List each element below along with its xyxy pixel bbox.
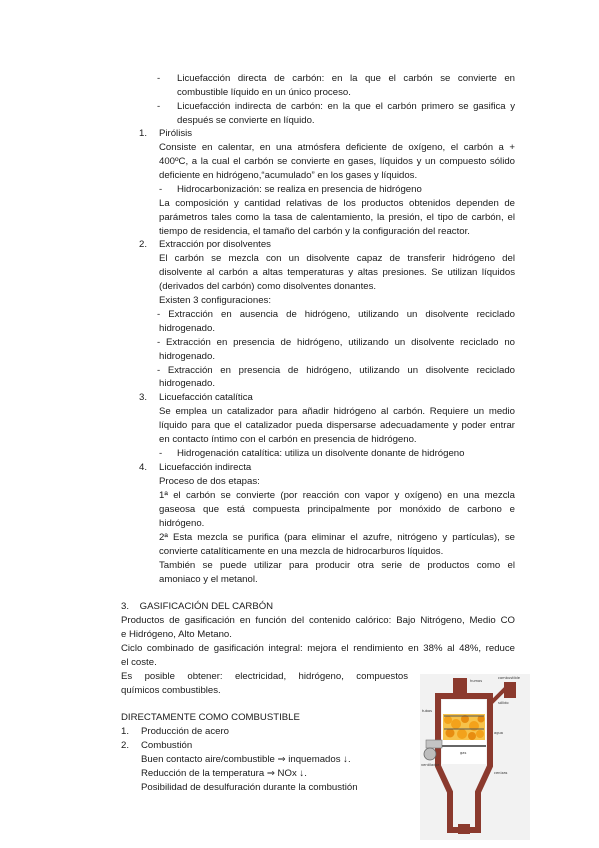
bullet-dash: - xyxy=(157,73,161,84)
diagram-label: cenizas xyxy=(494,771,508,775)
text-line: disolvente al carbón a altas temperaturas y altas presiones. Se utilizan líquidos xyxy=(159,267,515,278)
air-duct xyxy=(426,740,442,748)
text-line: parámetros tales como la tasa de calentamiento, la presión, el tipo de carbón, el xyxy=(159,212,515,223)
diagram-label: agua xyxy=(494,731,503,735)
diagram-label: tubos xyxy=(422,709,433,713)
text-line: químicos combustibles. xyxy=(121,685,221,696)
diagram-label: ventilador xyxy=(421,763,440,767)
fuel-hopper xyxy=(504,682,516,698)
diagram-label: sólido xyxy=(498,701,509,705)
text-line: después se convierte en líquido. xyxy=(177,115,315,126)
text-line: (derivados del carbón) como disolventes donantes. xyxy=(159,281,377,292)
fluidized-bed xyxy=(443,714,485,740)
list-number: 1. xyxy=(121,726,130,737)
bullet-dash: - xyxy=(159,448,163,459)
text-line: hidrogenado. xyxy=(159,323,216,334)
list-item: Producción de acero xyxy=(141,726,229,737)
list-number: 3. xyxy=(139,392,148,403)
text-line: 400ºC, a la cual el carbón se convierte en gases, líquidos y un compuesto sólido xyxy=(159,156,515,167)
ash-outlet xyxy=(458,824,470,834)
text-line: Licuefacción directa de carbón: en la que el carbón se convierte en xyxy=(177,73,515,84)
text-line: La composición y cantidad relativas de los productos obtenidos dependen de xyxy=(159,198,515,209)
bullet-dash: - xyxy=(157,101,161,112)
text-line: El carbón se mezcla con un disolvente capaz de transferir hidrógeno del xyxy=(159,253,515,264)
text-line: Reducción de la temperatura ⇒ NOx ↓. xyxy=(141,768,307,779)
text-line: e Hidrógeno, Alto Metano. xyxy=(121,629,232,640)
text-line: Licuefacción indirecta de carbón: en la que el carbón primero se gasifica y xyxy=(177,101,515,112)
text-line: - Extracción en presencia de hidrógeno, utilizando un disolvente reciclado no xyxy=(157,337,515,348)
text-line: - Extracción en presencia de hidrógeno, utilizando un disolvente reciclado xyxy=(157,365,515,376)
boiler-diagram xyxy=(420,674,530,840)
section-title: Pirólisis xyxy=(159,128,193,139)
text-line: 2ª Esta mezcla se purifica (para eliminar el azufre, nitrógeno y partículas), se xyxy=(159,532,515,543)
text-line: Existen 3 configuraciones: xyxy=(159,295,271,306)
text-line: Hidrocarbonización: se realiza en presencia de hidrógeno xyxy=(177,184,422,195)
bullet-dash: - xyxy=(159,184,163,195)
text-line: hidrógeno. xyxy=(159,518,205,529)
text-line: Buen contacto aire/combustible ⇒ inquemados ↓. xyxy=(141,754,351,765)
list-number: 1. xyxy=(139,128,148,139)
text-line: Posibilidad de desulfuración durante la combustión xyxy=(141,782,358,793)
text-line: hidrogenado. xyxy=(159,378,216,389)
text-line: en contacto íntimo con el carbón en presencia de hidrógeno. xyxy=(159,434,417,445)
text-line: amoniaco y el metanol. xyxy=(159,574,258,585)
diagram-label: combustible xyxy=(498,676,521,680)
text-line: Se emplea un catalizador para añadir hidrógeno al carbón. Requiere un medio xyxy=(159,406,515,417)
list-number: 2. xyxy=(139,239,148,250)
section-title: Licuefacción catalítica xyxy=(159,392,253,403)
text-line: líquido para que el catalizador pueda dispersarse adecuadamente y poder entrar xyxy=(159,420,515,431)
list-number: 4. xyxy=(139,462,148,473)
list-item: Combustión xyxy=(141,740,193,751)
text-line: gaseosa que está compuesta principalmente por monóxido de carbono e xyxy=(159,504,515,515)
text-line: Proceso de dos etapas: xyxy=(159,476,260,487)
text-line: combustible líquido en un único proceso. xyxy=(177,87,351,98)
text-line: Consiste en calentar, en una atmósfera deficiente de oxígeno, el carbón a + xyxy=(159,142,515,153)
text-line: Es posible obtener: electricidad, hidrógeno, compuestos xyxy=(121,671,408,682)
diagram-label: gas xyxy=(460,751,467,755)
text-line: Productos de gasificación en función del contenido calórico: Bajo Nitrógeno, Medio CO xyxy=(121,615,515,626)
text-line: 1ª el carbón se convierte (por reacción con vapor y oxígeno) en una mezcla xyxy=(159,490,515,501)
text-line: Hidrogenación catalítica: utiliza un disolvente donante de hidrógeno xyxy=(177,448,465,459)
text-line: Ciclo combinado de gasificación integral: mejora el rendimiento en 38% al 48%, reduce xyxy=(121,643,515,654)
section-heading: 3. GASIFICACIÓN DEL CARBÓN xyxy=(121,601,274,612)
section-heading: DIRECTAMENTE COMO COMBUSTIBLE xyxy=(121,712,300,723)
section-title: Licuefacción indirecta xyxy=(159,462,252,473)
diagram-label: humos xyxy=(470,679,483,683)
fan-icon xyxy=(424,748,436,760)
text-line: deficiente en hidrógeno,“acumulado” en los gases y líquidos. xyxy=(159,170,418,181)
text-line: el coste. xyxy=(121,657,157,668)
section-title: Extracción por disolventes xyxy=(159,239,271,250)
text-line: También se puede utilizar para producir otra serie de productos como el xyxy=(159,560,515,571)
text-line: convierte catalíticamente en una mezcla de hidrocarburos líquidos. xyxy=(159,546,444,557)
text-line: hidrogenado. xyxy=(159,351,216,362)
text-line: - Extracción en ausencia de hidrógeno, utilizando un disolvente reciclado xyxy=(157,309,515,320)
list-number: 2. xyxy=(121,740,130,751)
text-line: tiempo de residencia, el tamaño del carbón y la configuración del reactor. xyxy=(159,226,470,237)
